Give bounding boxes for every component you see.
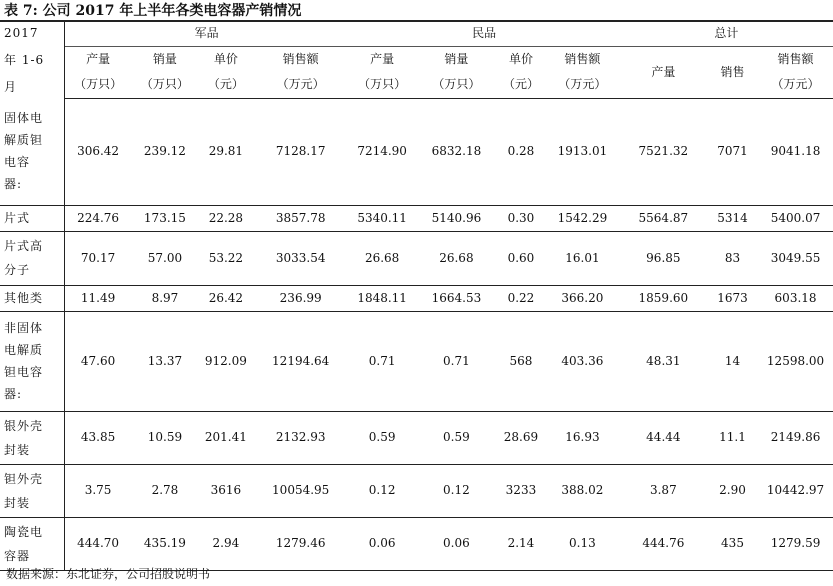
group-header-military: 军品 bbox=[65, 21, 349, 46]
table-cell: 2132.93 bbox=[253, 411, 348, 464]
table-cell: 44.44 bbox=[620, 411, 707, 464]
table-title: 表 7: 公司 2017 年上半年各类电容器产销情况 bbox=[4, 3, 302, 19]
table-cell: 435 bbox=[707, 517, 758, 570]
column-header-unit: （万元） bbox=[771, 77, 820, 91]
table-cell: 48.31 bbox=[620, 311, 707, 411]
table-cell: 1664.53 bbox=[416, 285, 497, 311]
column-header-name: 销售 bbox=[720, 64, 745, 79]
column-header-name: 产量 bbox=[370, 52, 395, 66]
table-cell: 1859.60 bbox=[620, 285, 707, 311]
table-cell: 1279.46 bbox=[253, 517, 348, 570]
table-cell: 1542.29 bbox=[545, 205, 620, 231]
table-cell: 11.49 bbox=[65, 285, 132, 311]
column-header-name: 单价 bbox=[508, 52, 533, 66]
table-cell: 5400.07 bbox=[758, 205, 833, 231]
table-cell: 435.19 bbox=[131, 517, 199, 570]
column-header bbox=[65, 46, 132, 98]
row-label-line: 其他类 bbox=[4, 291, 44, 305]
column-header-unit: （元） bbox=[207, 77, 244, 91]
table-cell: 366.20 bbox=[545, 285, 620, 311]
corner-line: 月 bbox=[4, 79, 18, 94]
row-label-line: 解质钽 bbox=[4, 133, 44, 148]
table-cell: 603.18 bbox=[758, 285, 833, 311]
table-cell: 10.59 bbox=[131, 411, 199, 464]
column-header bbox=[348, 46, 416, 98]
row-label bbox=[0, 98, 65, 205]
table-cell: 7214.90 bbox=[348, 98, 416, 205]
column-header-unit: （万元） bbox=[558, 77, 607, 91]
table-cell: 2.14 bbox=[497, 517, 545, 570]
table-row bbox=[0, 411, 833, 464]
column-header-name: 单价 bbox=[213, 52, 238, 66]
table-cell: 11.1 bbox=[707, 411, 758, 464]
table-cell: 173.15 bbox=[131, 205, 199, 231]
column-header bbox=[545, 46, 620, 98]
table-cell: 70.17 bbox=[65, 231, 132, 285]
column-header bbox=[497, 46, 545, 98]
table-cell: 9041.18 bbox=[758, 98, 833, 205]
table-cell: 444.76 bbox=[620, 517, 707, 570]
column-header-name: 产量 bbox=[86, 52, 111, 66]
table-cell: 0.71 bbox=[416, 311, 497, 411]
group-header-civilian: 民品 bbox=[348, 21, 619, 46]
table-row bbox=[0, 464, 833, 517]
table-cell: 26.68 bbox=[348, 231, 416, 285]
row-label bbox=[0, 311, 65, 411]
column-header bbox=[416, 46, 497, 98]
table-cell: 0.06 bbox=[348, 517, 416, 570]
table-cell: 239.12 bbox=[131, 98, 199, 205]
row-label bbox=[0, 285, 65, 311]
row-label-line: 封装 bbox=[4, 495, 31, 510]
table-row bbox=[0, 311, 833, 411]
table-cell: 0.28 bbox=[497, 98, 545, 205]
table-cell: 0.06 bbox=[416, 517, 497, 570]
table-cell: 403.36 bbox=[545, 311, 620, 411]
table-cell: 28.69 bbox=[497, 411, 545, 464]
table-cell: 0.71 bbox=[348, 311, 416, 411]
table-row bbox=[0, 205, 833, 231]
data-source-note: 数据来源：东北证券，公司招股说明书 bbox=[6, 567, 211, 581]
capacitor-production-sales-table bbox=[0, 20, 833, 571]
column-header-unit: （万只） bbox=[74, 77, 123, 91]
row-label bbox=[0, 231, 65, 285]
table-row bbox=[0, 231, 833, 285]
table-cell: 2.94 bbox=[199, 517, 253, 570]
table-cell: 5140.96 bbox=[416, 205, 497, 231]
column-header-unit: （万只） bbox=[432, 77, 481, 91]
table-cell: 8.97 bbox=[131, 285, 199, 311]
row-label-line: 片式 bbox=[4, 211, 31, 225]
table-cell: 3049.55 bbox=[758, 231, 833, 285]
row-label-line: 封装 bbox=[4, 442, 31, 457]
table-cell: 26.68 bbox=[416, 231, 497, 285]
table-cell: 6832.18 bbox=[416, 98, 497, 205]
table-cell: 22.28 bbox=[199, 205, 253, 231]
row-label-line: 器: bbox=[4, 177, 23, 192]
row-label bbox=[0, 517, 65, 570]
table-row bbox=[0, 517, 833, 570]
column-header-name: 销售额 bbox=[282, 52, 319, 66]
row-label-line: 固体电 bbox=[4, 111, 44, 126]
row-label-line: 电解质 bbox=[4, 343, 44, 357]
table-cell: 0.22 bbox=[497, 285, 545, 311]
table-cell: 912.09 bbox=[199, 311, 253, 411]
table-cell: 12598.00 bbox=[758, 311, 833, 411]
column-header-unit: （万只） bbox=[358, 77, 407, 91]
column-header-name: 销量 bbox=[444, 52, 469, 66]
column-header-unit: （元） bbox=[502, 77, 539, 91]
table-cell: 83 bbox=[707, 231, 758, 285]
column-header bbox=[199, 46, 253, 98]
table-cell: 47.60 bbox=[65, 311, 132, 411]
table-cell: 13.37 bbox=[131, 311, 199, 411]
column-header bbox=[253, 46, 348, 98]
corner-line: 年 1-6 bbox=[4, 52, 45, 67]
table-row bbox=[0, 98, 833, 205]
table-cell: 14 bbox=[707, 311, 758, 411]
row-label-line: 银外壳 bbox=[4, 418, 44, 433]
table-cell: 0.12 bbox=[348, 464, 416, 517]
table-cell: 2149.86 bbox=[758, 411, 833, 464]
table-cell: 12194.64 bbox=[253, 311, 348, 411]
table-cell: 2.90 bbox=[707, 464, 758, 517]
table-cell: 568 bbox=[497, 311, 545, 411]
table-cell: 3616 bbox=[199, 464, 253, 517]
table-cell: 53.22 bbox=[199, 231, 253, 285]
table-cell: 3033.54 bbox=[253, 231, 348, 285]
table-cell: 224.76 bbox=[65, 205, 132, 231]
row-label-line: 器: bbox=[4, 387, 23, 401]
table-cell: 1279.59 bbox=[758, 517, 833, 570]
row-label-line: 容器 bbox=[4, 548, 31, 563]
column-header-name: 销量 bbox=[152, 52, 177, 66]
table-cell: 306.42 bbox=[65, 98, 132, 205]
table-cell: 0.60 bbox=[497, 231, 545, 285]
row-label bbox=[0, 205, 65, 231]
row-label bbox=[0, 411, 65, 464]
table-cell: 16.93 bbox=[545, 411, 620, 464]
table-cell: 0.13 bbox=[545, 517, 620, 570]
table-cell: 7128.17 bbox=[253, 98, 348, 205]
column-header-name: 产量 bbox=[651, 64, 676, 79]
table-cell: 388.02 bbox=[545, 464, 620, 517]
table-cell: 10054.95 bbox=[253, 464, 348, 517]
table-cell: 29.81 bbox=[199, 98, 253, 205]
column-header-name: 销售额 bbox=[777, 52, 814, 66]
table-cell: 5564.87 bbox=[620, 205, 707, 231]
table-cell: 7521.32 bbox=[620, 98, 707, 205]
table-cell: 57.00 bbox=[131, 231, 199, 285]
row-label-line: 钽电容 bbox=[4, 365, 44, 379]
table-cell: 2.78 bbox=[131, 464, 199, 517]
table-cell: 201.41 bbox=[199, 411, 253, 464]
column-header bbox=[131, 46, 199, 98]
table-cell: 16.01 bbox=[545, 231, 620, 285]
table-cell: 1848.11 bbox=[348, 285, 416, 311]
table-row bbox=[0, 285, 833, 311]
group-header-total: 总计 bbox=[620, 21, 833, 46]
row-label-line: 片式高 bbox=[4, 239, 44, 253]
table-cell: 5314 bbox=[707, 205, 758, 231]
table-cell: 10442.97 bbox=[758, 464, 833, 517]
column-header bbox=[620, 46, 707, 98]
table-cell: 3857.78 bbox=[253, 205, 348, 231]
table-cell: 3.75 bbox=[65, 464, 132, 517]
column-header-unit: （万只） bbox=[140, 77, 189, 91]
row-label-line: 钽外壳 bbox=[4, 471, 44, 486]
table-cell: 0.30 bbox=[497, 205, 545, 231]
table-cell: 43.85 bbox=[65, 411, 132, 464]
table-cell: 3.87 bbox=[620, 464, 707, 517]
row-label-line: 分子 bbox=[4, 263, 31, 277]
table-cell: 26.42 bbox=[199, 285, 253, 311]
table-cell: 5340.11 bbox=[348, 205, 416, 231]
table-cell: 236.99 bbox=[253, 285, 348, 311]
column-header-unit: （万元） bbox=[276, 77, 325, 91]
corner-line: 2017 bbox=[4, 25, 39, 40]
table-cell: 0.59 bbox=[416, 411, 497, 464]
table-cell: 3233 bbox=[497, 464, 545, 517]
column-header bbox=[707, 46, 758, 98]
table-cell: 1913.01 bbox=[545, 98, 620, 205]
row-label-line: 陶瓷电 bbox=[4, 524, 44, 539]
row-label-line: 电容 bbox=[4, 155, 31, 170]
table-cell: 7071 bbox=[707, 98, 758, 205]
column-header bbox=[758, 46, 833, 98]
row-label bbox=[0, 464, 65, 517]
table-cell: 444.70 bbox=[65, 517, 132, 570]
table-cell: 1673 bbox=[707, 285, 758, 311]
table-cell: 0.12 bbox=[416, 464, 497, 517]
table-cell: 0.59 bbox=[348, 411, 416, 464]
column-header-name: 销售额 bbox=[564, 52, 601, 66]
row-label-line: 非固体 bbox=[4, 321, 44, 335]
corner-header bbox=[0, 21, 65, 98]
table-cell: 96.85 bbox=[620, 231, 707, 285]
